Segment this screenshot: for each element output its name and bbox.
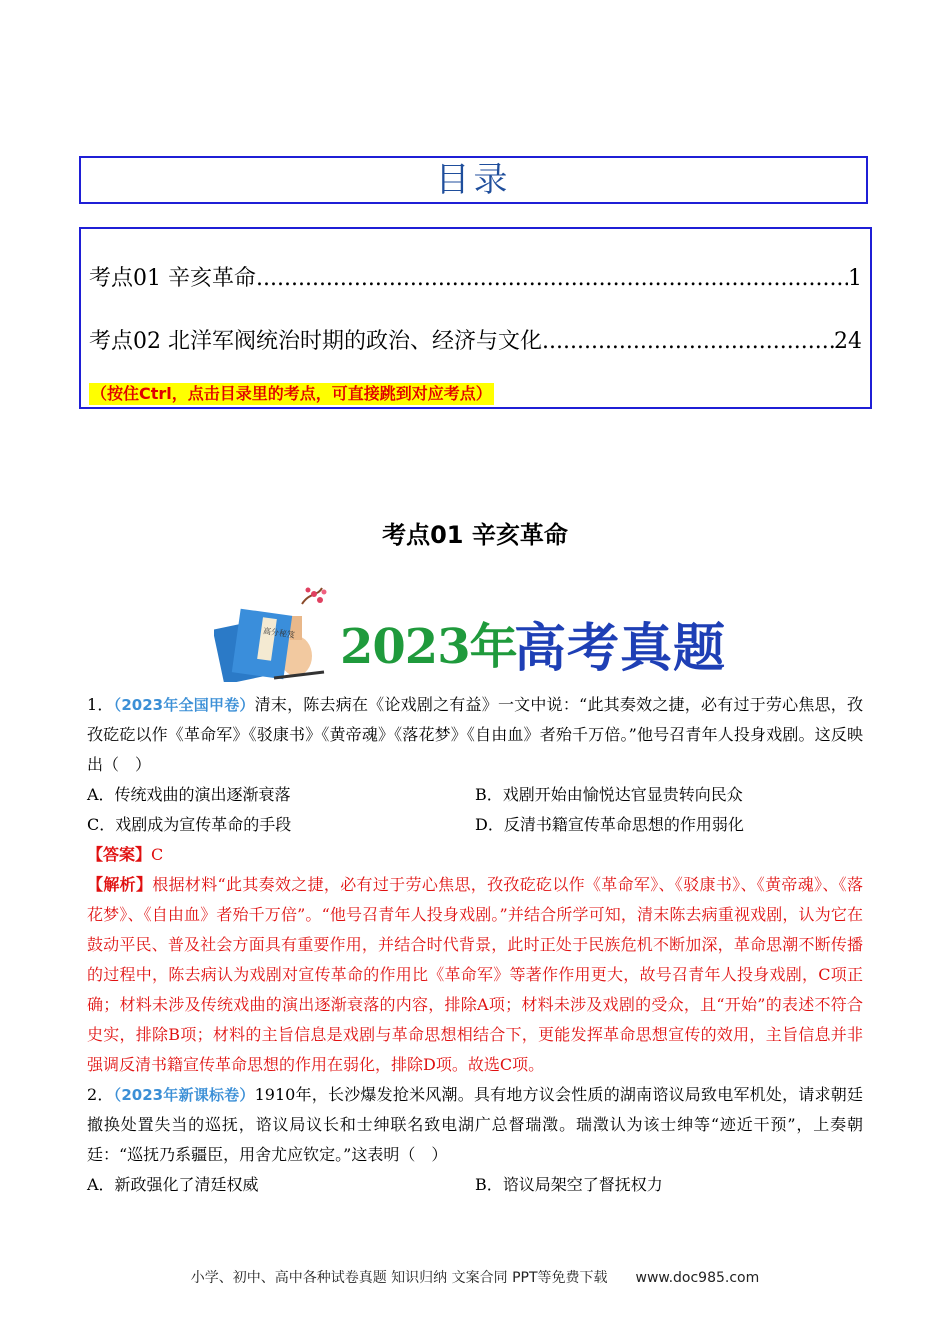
question-source: （2023年全国甲卷） (113, 696, 255, 714)
analysis-text: 根据材料“此其奏效之捷，必有过于劳心焦思，孜孜矻矻以作《革命军》、《驳康书》、《黄帝魂》、《落花梦》、《自由血》者殆千万倍”。“他号召青年人投身戏剧。”并结合所学可知，清末陈去病重视戏剧，认为它在鼓动平民、普及社会方面具有重要作用，并结合时代背景，此时正处于民族危机不断加深，革命思潮不断传播的过程中，陈去病认为戏剧对宣传革命的作用比《革命军》等著作作用更大，故号召青年人投身戏剧，C项正确；材料未涉及传统戏曲的演出逐渐衰落的内容，排除A项；材料未涉及戏剧的受众，且“开始”的表述不符合史实，排除B项；材料的主旨信息是戏剧与革命思想相结合下，更能发挥革命思想宣传的效用，主旨信息并非强调反清书籍宣传革命思想的作用在弱化，排除D项。故选C项。 (87, 875, 863, 1074)
toc-item-label: 考点01 辛亥革命 (89, 266, 256, 291)
toc-item-label: 考点02 北洋军阀统治时期的政治、经济与文化 (89, 329, 542, 354)
option-c: C．戏剧成为宣传革命的手段 (87, 815, 292, 834)
banner-year: 2023年 (340, 619, 517, 675)
question-1 (87, 690, 863, 1080)
book-stack-icon (214, 586, 334, 682)
question-list (87, 690, 863, 1200)
toc-box (79, 227, 872, 409)
toc-note: （按住Ctrl，点击目录里的考点，可直接跳到对应考点） (91, 384, 492, 403)
option-a: A．传统戏曲的演出逐渐衰落 (87, 785, 291, 804)
toc-leader (256, 266, 848, 291)
question-number: 2． (87, 1085, 114, 1104)
option-a: A．新政强化了清廷权威 (87, 1175, 259, 1194)
section-heading: 考点01 辛亥革命 (382, 521, 568, 549)
toc-title: 目录 (435, 160, 512, 200)
question-stem: 清末，陈去病在《论戏剧之有益》一文中说：“此其奏效之捷，必有过于劳心焦思，孜孜矻矻以作《革命军》《驳康书》《黄帝魂》《落花梦》《自由血》者殆千万倍。”他号召青年人投身戏剧。这反映出（ ） (87, 695, 863, 774)
toc-item-2[interactable] (89, 324, 862, 355)
toc-leader (542, 329, 834, 354)
banner (214, 586, 734, 682)
toc-item-1[interactable] (89, 261, 862, 292)
page-footer: 小学、初中、高中各种试卷真题 知识归纳 文案合同 PPT等免费下载 www.doc985.com (190, 1270, 760, 1286)
options (87, 780, 863, 840)
toc-title-box (79, 156, 868, 204)
book-label: 高分秘笈 (262, 626, 296, 640)
option-d: D．反清书籍宣传革命思想的作用弱化 (475, 815, 744, 834)
banner-title: 高考真题 (514, 619, 727, 679)
toc-item-page: 1 (848, 266, 862, 291)
toc-item-page: 24 (834, 329, 862, 354)
question-stem: 1910年，长沙爆发抢米风潮。具有地方议会性质的湖南谘议局致电军机处，请求朝廷撤换处置失当的巡抚，谘议局议长和士绅联名致电湖广总督瑞澂。瑞澂认为该士绅等“迹近干预”，上奏朝廷：“巡抚乃系疆臣，用舍尤应钦定。”这表明（ ） (87, 1085, 863, 1164)
question-source: （2023年新课标卷） (113, 1086, 255, 1104)
question-2 (87, 1080, 863, 1200)
answer-tag: 【答案】 (87, 845, 152, 864)
answer-value: C (151, 845, 164, 864)
option-b: B．谘议局架空了督抚权力 (475, 1175, 663, 1194)
option-b: B．戏剧开始由愉悦达官显贵转向民众 (475, 785, 743, 804)
analysis-tag: 【解析】 (87, 875, 153, 894)
options (87, 1170, 863, 1200)
question-number: 1． (87, 695, 114, 714)
